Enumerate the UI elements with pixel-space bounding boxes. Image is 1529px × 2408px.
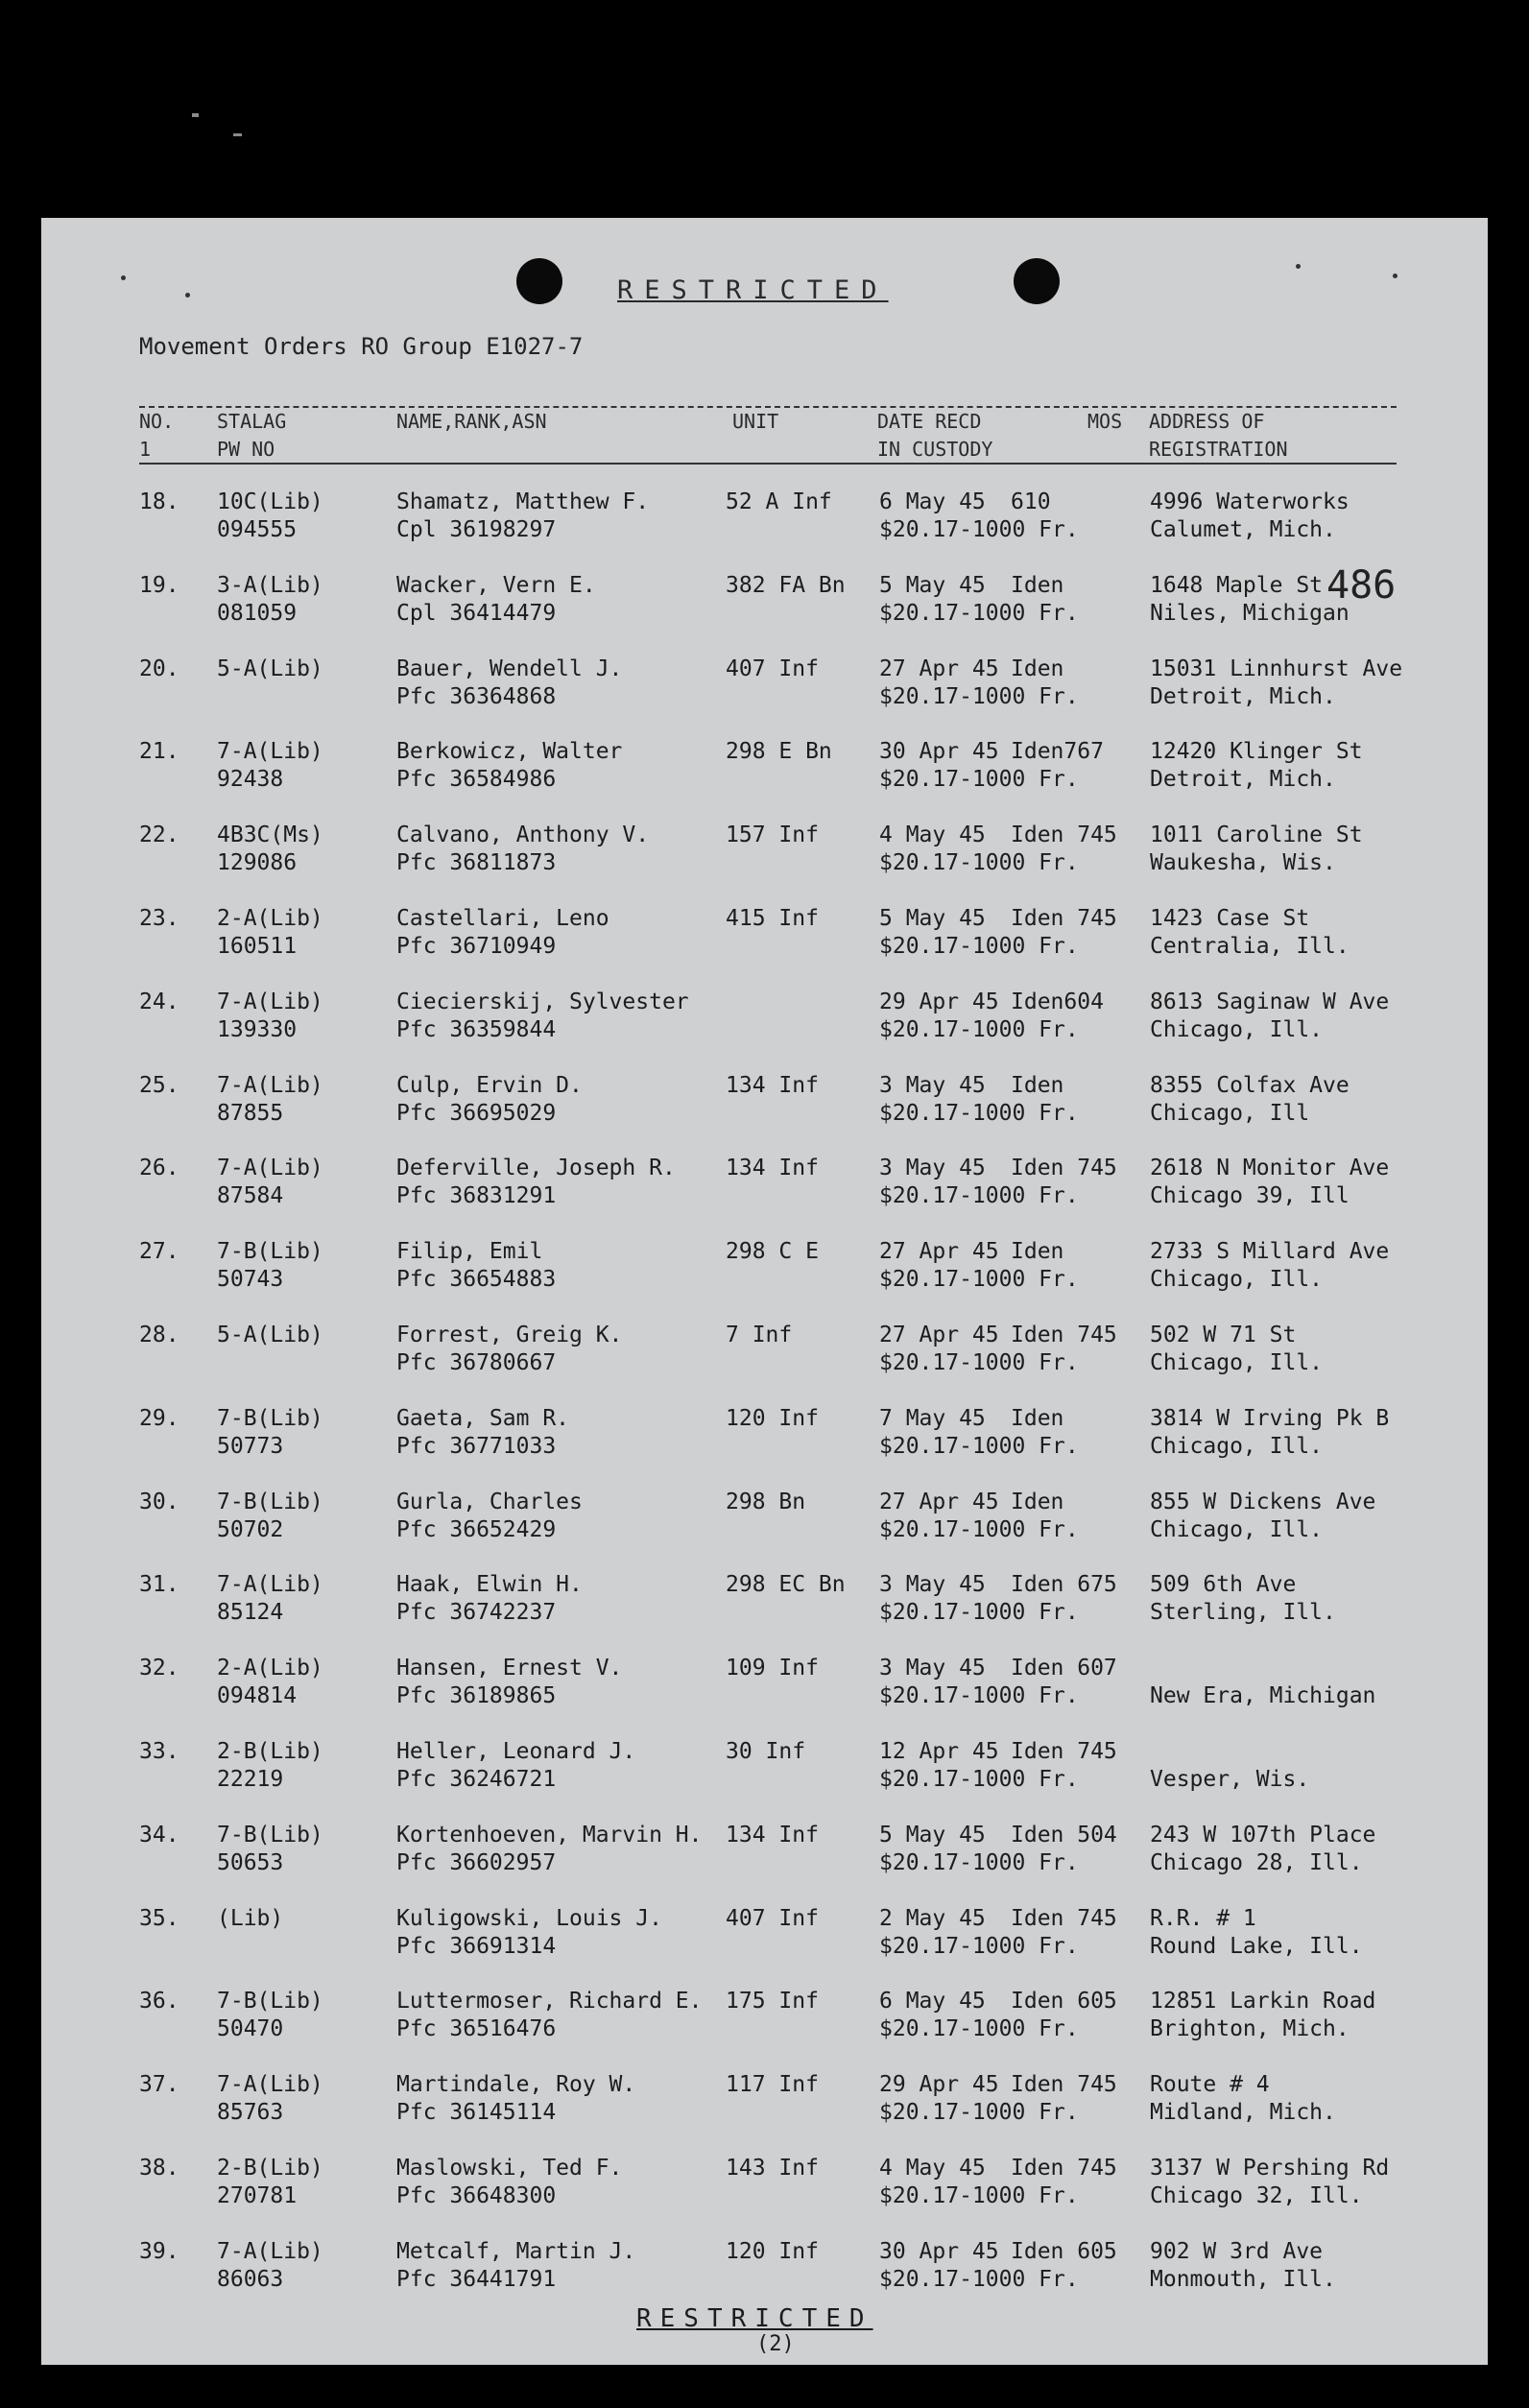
entry-no: 32. xyxy=(139,1656,179,1681)
entry-mos: Iden 745 xyxy=(1011,1323,1117,1347)
entry-stalag: 5-A(Lib) xyxy=(217,1323,323,1347)
entry-pay: $20.17-1000 Fr. xyxy=(879,1350,1079,1375)
roster-entry xyxy=(41,1988,1488,2062)
entry-unit: 298 EC Bn xyxy=(726,1572,846,1598)
entry-pay: $20.17-1000 Fr. xyxy=(879,1600,1079,1626)
roster-entry xyxy=(41,1405,1488,1480)
entry-addr2: Calumet, Mich. xyxy=(1150,517,1336,542)
entry-name: Gaeta, Sam R. xyxy=(396,1405,570,1431)
entry-stalag: 7-A(Lib) xyxy=(217,1156,323,1181)
entry-mos: Iden xyxy=(1011,1072,1064,1098)
entry-pay: $20.17-1000 Fr. xyxy=(879,517,1079,542)
entry-unit: 134 Inf xyxy=(726,1156,819,1181)
entry-mos: 610 xyxy=(1011,489,1051,514)
entry-no: 35. xyxy=(139,1905,179,1931)
entry-name: Wacker, Vern E. xyxy=(396,572,596,598)
entry-date: 30 Apr 45 xyxy=(879,739,999,765)
entry-stalag: 2-A(Lib) xyxy=(217,1656,323,1681)
entry-addr2: Niles, Michigan xyxy=(1150,600,1350,626)
entry-pay: $20.17-1000 Fr. xyxy=(879,600,1079,626)
roster-entry xyxy=(41,1155,1488,1229)
entry-unit: 382 FA Bn xyxy=(726,572,846,598)
entry-no: 23. xyxy=(139,906,179,931)
entry-pw-no: 86063 xyxy=(217,2266,284,2292)
entry-stalag: 2-B(Lib) xyxy=(217,2156,323,2181)
entry-addr2: Detroit, Mich. xyxy=(1150,767,1336,793)
entry-date: 3 May 45 xyxy=(879,1072,986,1098)
entry-addr2: Chicago 28, Ill. xyxy=(1150,1849,1363,1875)
entry-addr2: Round Lake, Ill. xyxy=(1150,1933,1363,1959)
entry-pw-no: 85124 xyxy=(217,1600,284,1626)
entry-mos: Iden 605 xyxy=(1011,1989,1117,2015)
entry-addr2: Chicago, Ill xyxy=(1150,1100,1310,1126)
entry-rank-asn: Pfc 36691314 xyxy=(396,1933,557,1959)
entry-no: 18. xyxy=(139,489,179,514)
entry-addr1: 8355 Colfax Ave xyxy=(1150,1072,1350,1098)
entry-date: 27 Apr 45 xyxy=(879,1323,999,1347)
entry-mos: Iden 745 xyxy=(1011,823,1117,848)
entry-stalag: 7-A(Lib) xyxy=(217,989,323,1014)
entry-unit: 7 Inf xyxy=(726,1323,793,1347)
entry-unit: 298 E Bn xyxy=(726,739,832,765)
entry-date: 29 Apr 45 xyxy=(879,989,999,1014)
entry-no: 29. xyxy=(139,1405,179,1431)
entry-mos: Iden xyxy=(1011,1405,1064,1431)
entry-no: 27. xyxy=(139,1239,179,1265)
entry-pw-no: 094814 xyxy=(217,1683,298,1709)
entry-no: 25. xyxy=(139,1072,179,1098)
entry-pay: $20.17-1000 Fr. xyxy=(879,2016,1079,2042)
entry-mos: Iden xyxy=(1011,572,1064,598)
entry-unit: 134 Inf xyxy=(726,1072,819,1098)
roster-entry xyxy=(41,1655,1488,1729)
entry-unit: 298 Bn xyxy=(726,1489,806,1514)
column-header-unit: UNIT xyxy=(732,410,779,433)
entry-rank-asn: Pfc 36652429 xyxy=(396,1516,557,1542)
roster-entry xyxy=(41,905,1488,980)
footer-classification: RESTRICTED xyxy=(636,2304,873,2333)
entry-pw-no: 270781 xyxy=(217,2183,298,2208)
roster-entry xyxy=(41,989,1488,1063)
entry-stalag: 5-A(Lib) xyxy=(217,656,323,681)
entry-mos: Iden 745 xyxy=(1011,2156,1117,2181)
entry-pw-no: 160511 xyxy=(217,934,298,959)
entry-rank-asn: Pfc 36811873 xyxy=(396,850,557,876)
entry-name: Gurla, Charles xyxy=(396,1489,583,1514)
entry-no: 36. xyxy=(139,1989,179,2015)
document-page xyxy=(41,218,1488,2365)
entry-addr1: 1648 Maple St xyxy=(1150,572,1324,598)
entry-name: Kuligowski, Louis J. xyxy=(396,1905,662,1931)
entry-no: 37. xyxy=(139,2072,179,2098)
entry-unit: 134 Inf xyxy=(726,1822,819,1848)
entry-rank-asn: Pfc 36654883 xyxy=(396,1267,557,1293)
entry-name: Forrest, Greig K. xyxy=(396,1323,623,1347)
column-header-address: ADDRESS OF REGISTRATION xyxy=(1149,410,1288,461)
entry-pay: $20.17-1000 Fr. xyxy=(879,1933,1079,1959)
column-header-no: NO. 1 xyxy=(139,410,175,461)
entry-mos: Iden xyxy=(1011,1489,1064,1514)
entry-rank-asn: Pfc 36189865 xyxy=(396,1683,557,1709)
entry-name: Deferville, Joseph R. xyxy=(396,1156,676,1181)
entry-addr1: 8613 Saginaw W Ave xyxy=(1150,989,1390,1014)
entry-unit: 52 A Inf xyxy=(726,489,832,514)
entry-unit: 407 Inf xyxy=(726,1905,819,1931)
entry-mos: Iden 745 xyxy=(1011,1156,1117,1181)
entry-date: 5 May 45 xyxy=(879,906,986,931)
entry-pw-no: 22219 xyxy=(217,1767,284,1792)
entry-unit: 120 Inf xyxy=(726,1405,819,1431)
entry-pay: $20.17-1000 Fr. xyxy=(879,2100,1079,2126)
entry-name: Martindale, Roy W. xyxy=(396,2072,636,2098)
entry-date: 29 Apr 45 xyxy=(879,2072,999,2098)
entry-addr1: 1011 Caroline St xyxy=(1150,823,1363,848)
entry-pw-no: 50702 xyxy=(217,1516,284,1542)
entry-date: 27 Apr 45 xyxy=(879,1489,999,1514)
page-number: (2) xyxy=(756,2332,795,2356)
entry-no: 31. xyxy=(139,1572,179,1598)
entry-pay: $20.17-1000 Fr. xyxy=(879,2266,1079,2292)
entry-stalag: 7-B(Lib) xyxy=(217,1489,323,1514)
entry-unit: 120 Inf xyxy=(726,2238,819,2264)
entry-pay: $20.17-1000 Fr. xyxy=(879,683,1079,709)
entry-pw-no: 50773 xyxy=(217,1433,284,1459)
entry-mos: Iden 504 xyxy=(1011,1822,1117,1848)
entry-name: Hansen, Ernest V. xyxy=(396,1656,623,1681)
entry-name: Metcalf, Martin J. xyxy=(396,2238,636,2264)
entry-addr2: Chicago, Ill. xyxy=(1150,1516,1324,1542)
entry-date: 12 Apr 45 xyxy=(879,1739,999,1764)
scan-speck xyxy=(192,113,199,117)
entry-rank-asn: Pfc 36780667 xyxy=(396,1350,557,1375)
roster-entry xyxy=(41,656,1488,730)
entry-pw-no: 50470 xyxy=(217,2016,284,2042)
entry-rank-asn: Pfc 36441791 xyxy=(396,2266,557,2292)
entry-addr1: 3137 W Pershing Rd xyxy=(1150,2156,1390,2181)
roster-entry xyxy=(41,2155,1488,2229)
entry-addr2: Chicago, Ill. xyxy=(1150,1433,1324,1459)
entry-mos: Iden xyxy=(1011,1239,1064,1265)
entry-date: 27 Apr 45 xyxy=(879,1239,999,1265)
roster-entry xyxy=(41,2071,1488,2146)
entry-pw-no: 139330 xyxy=(217,1016,298,1042)
entry-addr2: Brighton, Mich. xyxy=(1150,2016,1350,2042)
roster-entry xyxy=(41,1072,1488,1147)
entry-addr2: Chicago, Ill. xyxy=(1150,1016,1324,1042)
entry-no: 39. xyxy=(139,2238,179,2264)
entry-date: 4 May 45 xyxy=(879,2156,986,2181)
roster-entry xyxy=(41,738,1488,813)
entry-no: 33. xyxy=(139,1739,179,1764)
entry-addr2: New Era, Michigan xyxy=(1150,1683,1376,1709)
entry-addr1: 3814 W Irving Pk B xyxy=(1150,1405,1390,1431)
entry-mos: Iden 675 xyxy=(1011,1572,1117,1598)
entry-name: Maslowski, Ted F. xyxy=(396,2156,623,2181)
entry-name: Filip, Emil xyxy=(396,1239,543,1265)
entry-pw-no: 50653 xyxy=(217,1849,284,1875)
entry-rank-asn: Pfc 36602957 xyxy=(396,1849,557,1875)
entry-addr2: Centralia, Ill. xyxy=(1150,934,1350,959)
entry-addr2: Chicago 32, Ill. xyxy=(1150,2183,1363,2208)
entry-pw-no: 87584 xyxy=(217,1183,284,1209)
entry-rank-asn: Pfc 36710949 xyxy=(396,934,557,959)
entry-date: 3 May 45 xyxy=(879,1572,986,1598)
entry-rank-asn: Pfc 36145114 xyxy=(396,2100,557,2126)
entry-stalag: 4B3C(Ms) xyxy=(217,823,323,848)
entry-addr1: 12420 Klinger St xyxy=(1150,739,1363,765)
entry-addr2: Detroit, Mich. xyxy=(1150,683,1336,709)
entry-pw-no: 129086 xyxy=(217,850,298,876)
entry-stalag: 3-A(Lib) xyxy=(217,572,323,598)
entry-pay: $20.17-1000 Fr. xyxy=(879,1100,1079,1126)
entry-pay: $20.17-1000 Fr. xyxy=(879,1267,1079,1293)
entry-date: 5 May 45 xyxy=(879,572,986,598)
entry-no: 20. xyxy=(139,656,179,681)
header-classification: RESTRICTED xyxy=(617,275,889,305)
entry-date: 5 May 45 xyxy=(879,1822,986,1848)
entry-date: 7 May 45 xyxy=(879,1405,986,1431)
roster-entry xyxy=(41,822,1488,896)
entry-addr1: 243 W 107th Place xyxy=(1150,1822,1376,1848)
roster-entry xyxy=(41,1822,1488,1896)
entry-stalag: 7-B(Lib) xyxy=(217,1405,323,1431)
entry-rank-asn: Cpl 36198297 xyxy=(396,517,557,542)
entry-mos: Iden 745 xyxy=(1011,1739,1117,1764)
roster-entry xyxy=(41,1322,1488,1396)
entry-unit: 143 Inf xyxy=(726,2156,819,2181)
ink-dot xyxy=(121,275,126,280)
entry-pay: $20.17-1000 Fr. xyxy=(879,2183,1079,2208)
entry-no: 22. xyxy=(139,823,179,848)
entry-stalag: (Lib) xyxy=(217,1905,284,1931)
column-header-mos: MOS xyxy=(1087,410,1123,433)
entry-pay: $20.17-1000 Fr. xyxy=(879,1849,1079,1875)
entry-no: 21. xyxy=(139,739,179,765)
entry-pw-no: 094555 xyxy=(217,517,298,542)
entry-rank-asn: Pfc 36695029 xyxy=(396,1100,557,1126)
entry-addr1: 2733 S Millard Ave xyxy=(1150,1239,1390,1265)
entry-addr2: Monmouth, Ill. xyxy=(1150,2266,1336,2292)
entry-name: Luttermoser, Richard E. xyxy=(396,1989,703,2015)
entry-pay: $20.17-1000 Fr. xyxy=(879,934,1079,959)
page-stamp-number: 486 xyxy=(1326,563,1397,608)
entry-unit: 109 Inf xyxy=(726,1656,819,1681)
entry-rank-asn: Pfc 36648300 xyxy=(396,2183,557,2208)
entry-pw-no: 87855 xyxy=(217,1100,284,1126)
entry-pay: $20.17-1000 Fr. xyxy=(879,1183,1079,1209)
entry-addr2: Sterling, Ill. xyxy=(1150,1600,1336,1626)
entry-rank-asn: Pfc 36246721 xyxy=(396,1767,557,1792)
roster-entry xyxy=(41,1238,1488,1313)
entry-mos: Iden 605 xyxy=(1011,2238,1117,2264)
punch-hole-right xyxy=(1014,258,1060,304)
entry-date: 6 May 45 xyxy=(879,1989,986,2015)
entry-mos: Iden 745 xyxy=(1011,906,1117,931)
entry-unit: 175 Inf xyxy=(726,1989,819,2015)
entry-addr2: Midland, Mich. xyxy=(1150,2100,1336,2126)
entry-addr1: 502 W 71 St xyxy=(1150,1323,1297,1347)
ink-dot xyxy=(1296,264,1301,269)
entry-stalag: 7-B(Lib) xyxy=(217,1239,323,1265)
entry-date: 6 May 45 xyxy=(879,489,986,514)
entry-unit: 298 C E xyxy=(726,1239,819,1265)
entry-pw-no: 50743 xyxy=(217,1267,284,1293)
entry-addr1: 12851 Larkin Road xyxy=(1150,1989,1376,2015)
column-header-name: NAME,RANK,ASN xyxy=(396,410,547,433)
entry-pay: $20.17-1000 Fr. xyxy=(879,850,1079,876)
entry-mos: Iden767 xyxy=(1011,739,1104,765)
entry-mos: Iden xyxy=(1011,656,1064,681)
entry-stalag: 7-A(Lib) xyxy=(217,1072,323,1098)
entry-pay: $20.17-1000 Fr. xyxy=(879,1433,1079,1459)
entry-unit: 157 Inf xyxy=(726,823,819,848)
entry-name: Ciecierskij, Sylvester xyxy=(396,989,689,1014)
entry-mos: Iden 745 xyxy=(1011,1905,1117,1931)
entry-addr2: Chicago 39, Ill xyxy=(1150,1183,1350,1209)
entry-addr1: 509 6th Ave xyxy=(1150,1572,1297,1598)
entry-name: Calvano, Anthony V. xyxy=(396,823,650,848)
entry-addr1: 855 W Dickens Ave xyxy=(1150,1489,1376,1514)
entry-stalag: 2-B(Lib) xyxy=(217,1739,323,1764)
entry-pay: $20.17-1000 Fr. xyxy=(879,1016,1079,1042)
entry-addr1: R.R. # 1 xyxy=(1150,1905,1256,1931)
entry-date: 27 Apr 45 xyxy=(879,656,999,681)
entry-addr1: Route # 4 xyxy=(1150,2072,1270,2098)
entry-mos: Iden604 xyxy=(1011,989,1104,1014)
entry-no: 30. xyxy=(139,1489,179,1514)
entry-mos: Iden 607 xyxy=(1011,1656,1117,1681)
entry-no: 24. xyxy=(139,989,179,1014)
entry-mos: Iden 745 xyxy=(1011,2072,1117,2098)
order-reference: Movement Orders RO Group E1027-7 xyxy=(139,333,584,360)
entry-no: 38. xyxy=(139,2156,179,2181)
entry-name: Kortenhoeven, Marvin H. xyxy=(396,1822,703,1848)
ink-dot xyxy=(185,293,190,298)
ink-dot xyxy=(1393,274,1398,278)
entry-unit: 407 Inf xyxy=(726,656,819,681)
entry-date: 3 May 45 xyxy=(879,1656,986,1681)
entry-pay: $20.17-1000 Fr. xyxy=(879,1683,1079,1709)
entry-addr1: 2618 N Monitor Ave xyxy=(1150,1156,1390,1181)
entry-pay: $20.17-1000 Fr. xyxy=(879,1767,1079,1792)
entry-name: Berkowicz, Walter xyxy=(396,739,623,765)
entry-name: Heller, Leonard J. xyxy=(396,1739,636,1764)
entry-pay: $20.17-1000 Fr. xyxy=(879,1516,1079,1542)
entry-rank-asn: Pfc 36831291 xyxy=(396,1183,557,1209)
entry-addr1: 1423 Case St xyxy=(1150,906,1310,931)
entry-rank-asn: Pfc 36742237 xyxy=(396,1600,557,1626)
entry-name: Bauer, Wendell J. xyxy=(396,656,623,681)
column-header-date: DATE RECD IN CUSTODY xyxy=(877,410,993,461)
entry-unit: 415 Inf xyxy=(726,906,819,931)
scan-speck xyxy=(233,133,242,136)
entry-stalag: 7-A(Lib) xyxy=(217,2238,323,2264)
entry-stalag: 10C(Lib) xyxy=(217,489,323,514)
entry-addr1: 15031 Linnhurst Ave xyxy=(1150,656,1403,681)
entry-addr1: 902 W 3rd Ave xyxy=(1150,2238,1324,2264)
entry-name: Culp, Ervin D. xyxy=(396,1072,583,1098)
entry-stalag: 7-B(Lib) xyxy=(217,1822,323,1848)
entry-rank-asn: Pfc 36516476 xyxy=(396,2016,557,2042)
entry-no: 28. xyxy=(139,1323,179,1347)
entry-rank-asn: Pfc 36359844 xyxy=(396,1016,557,1042)
entry-name: Haak, Elwin H. xyxy=(396,1572,583,1598)
punch-hole-left xyxy=(516,258,562,304)
roster-entry xyxy=(41,489,1488,563)
entry-addr2: Chicago, Ill. xyxy=(1150,1350,1324,1375)
entry-date: 3 May 45 xyxy=(879,1156,986,1181)
header-rule-bottom xyxy=(139,463,1397,465)
entry-stalag: 7-A(Lib) xyxy=(217,2072,323,2098)
entry-addr1: 4996 Waterworks xyxy=(1150,489,1350,514)
entry-stalag: 7-B(Lib) xyxy=(217,1989,323,2015)
entry-no: 26. xyxy=(139,1156,179,1181)
column-header-stalag: STALAG PW NO xyxy=(217,410,287,461)
entry-unit: 30 Inf xyxy=(726,1739,806,1764)
entry-addr2: Vesper, Wis. xyxy=(1150,1767,1310,1792)
entry-addr2: Chicago, Ill. xyxy=(1150,1267,1324,1293)
entry-rank-asn: Pfc 36364868 xyxy=(396,683,557,709)
entry-rank-asn: Pfc 36584986 xyxy=(396,767,557,793)
roster-entry xyxy=(41,1489,1488,1563)
entry-pay: $20.17-1000 Fr. xyxy=(879,767,1079,793)
entry-date: 4 May 45 xyxy=(879,823,986,848)
entry-pw-no: 92438 xyxy=(217,767,284,793)
entry-unit: 117 Inf xyxy=(726,2072,819,2098)
entry-stalag: 7-A(Lib) xyxy=(217,739,323,765)
entry-no: 19. xyxy=(139,572,179,598)
entry-rank-asn: Pfc 36771033 xyxy=(396,1433,557,1459)
roster-entry xyxy=(41,1571,1488,1646)
entry-rank-asn: Cpl 36414479 xyxy=(396,600,557,626)
entry-name: Castellari, Leno xyxy=(396,906,609,931)
entry-name: Shamatz, Matthew F. xyxy=(396,489,650,514)
entry-date: 2 May 45 xyxy=(879,1905,986,1931)
entry-date: 30 Apr 45 xyxy=(879,2238,999,2264)
roster-entry xyxy=(41,2238,1488,2313)
entry-stalag: 7-A(Lib) xyxy=(217,1572,323,1598)
roster-entry xyxy=(41,1905,1488,1980)
roster-entry xyxy=(41,572,1488,647)
entry-pw-no: 85763 xyxy=(217,2100,284,2126)
entry-stalag: 2-A(Lib) xyxy=(217,906,323,931)
entry-no: 34. xyxy=(139,1822,179,1848)
entry-addr2: Waukesha, Wis. xyxy=(1150,850,1336,876)
entry-pw-no: 081059 xyxy=(217,600,298,626)
roster-entry xyxy=(41,1738,1488,1813)
